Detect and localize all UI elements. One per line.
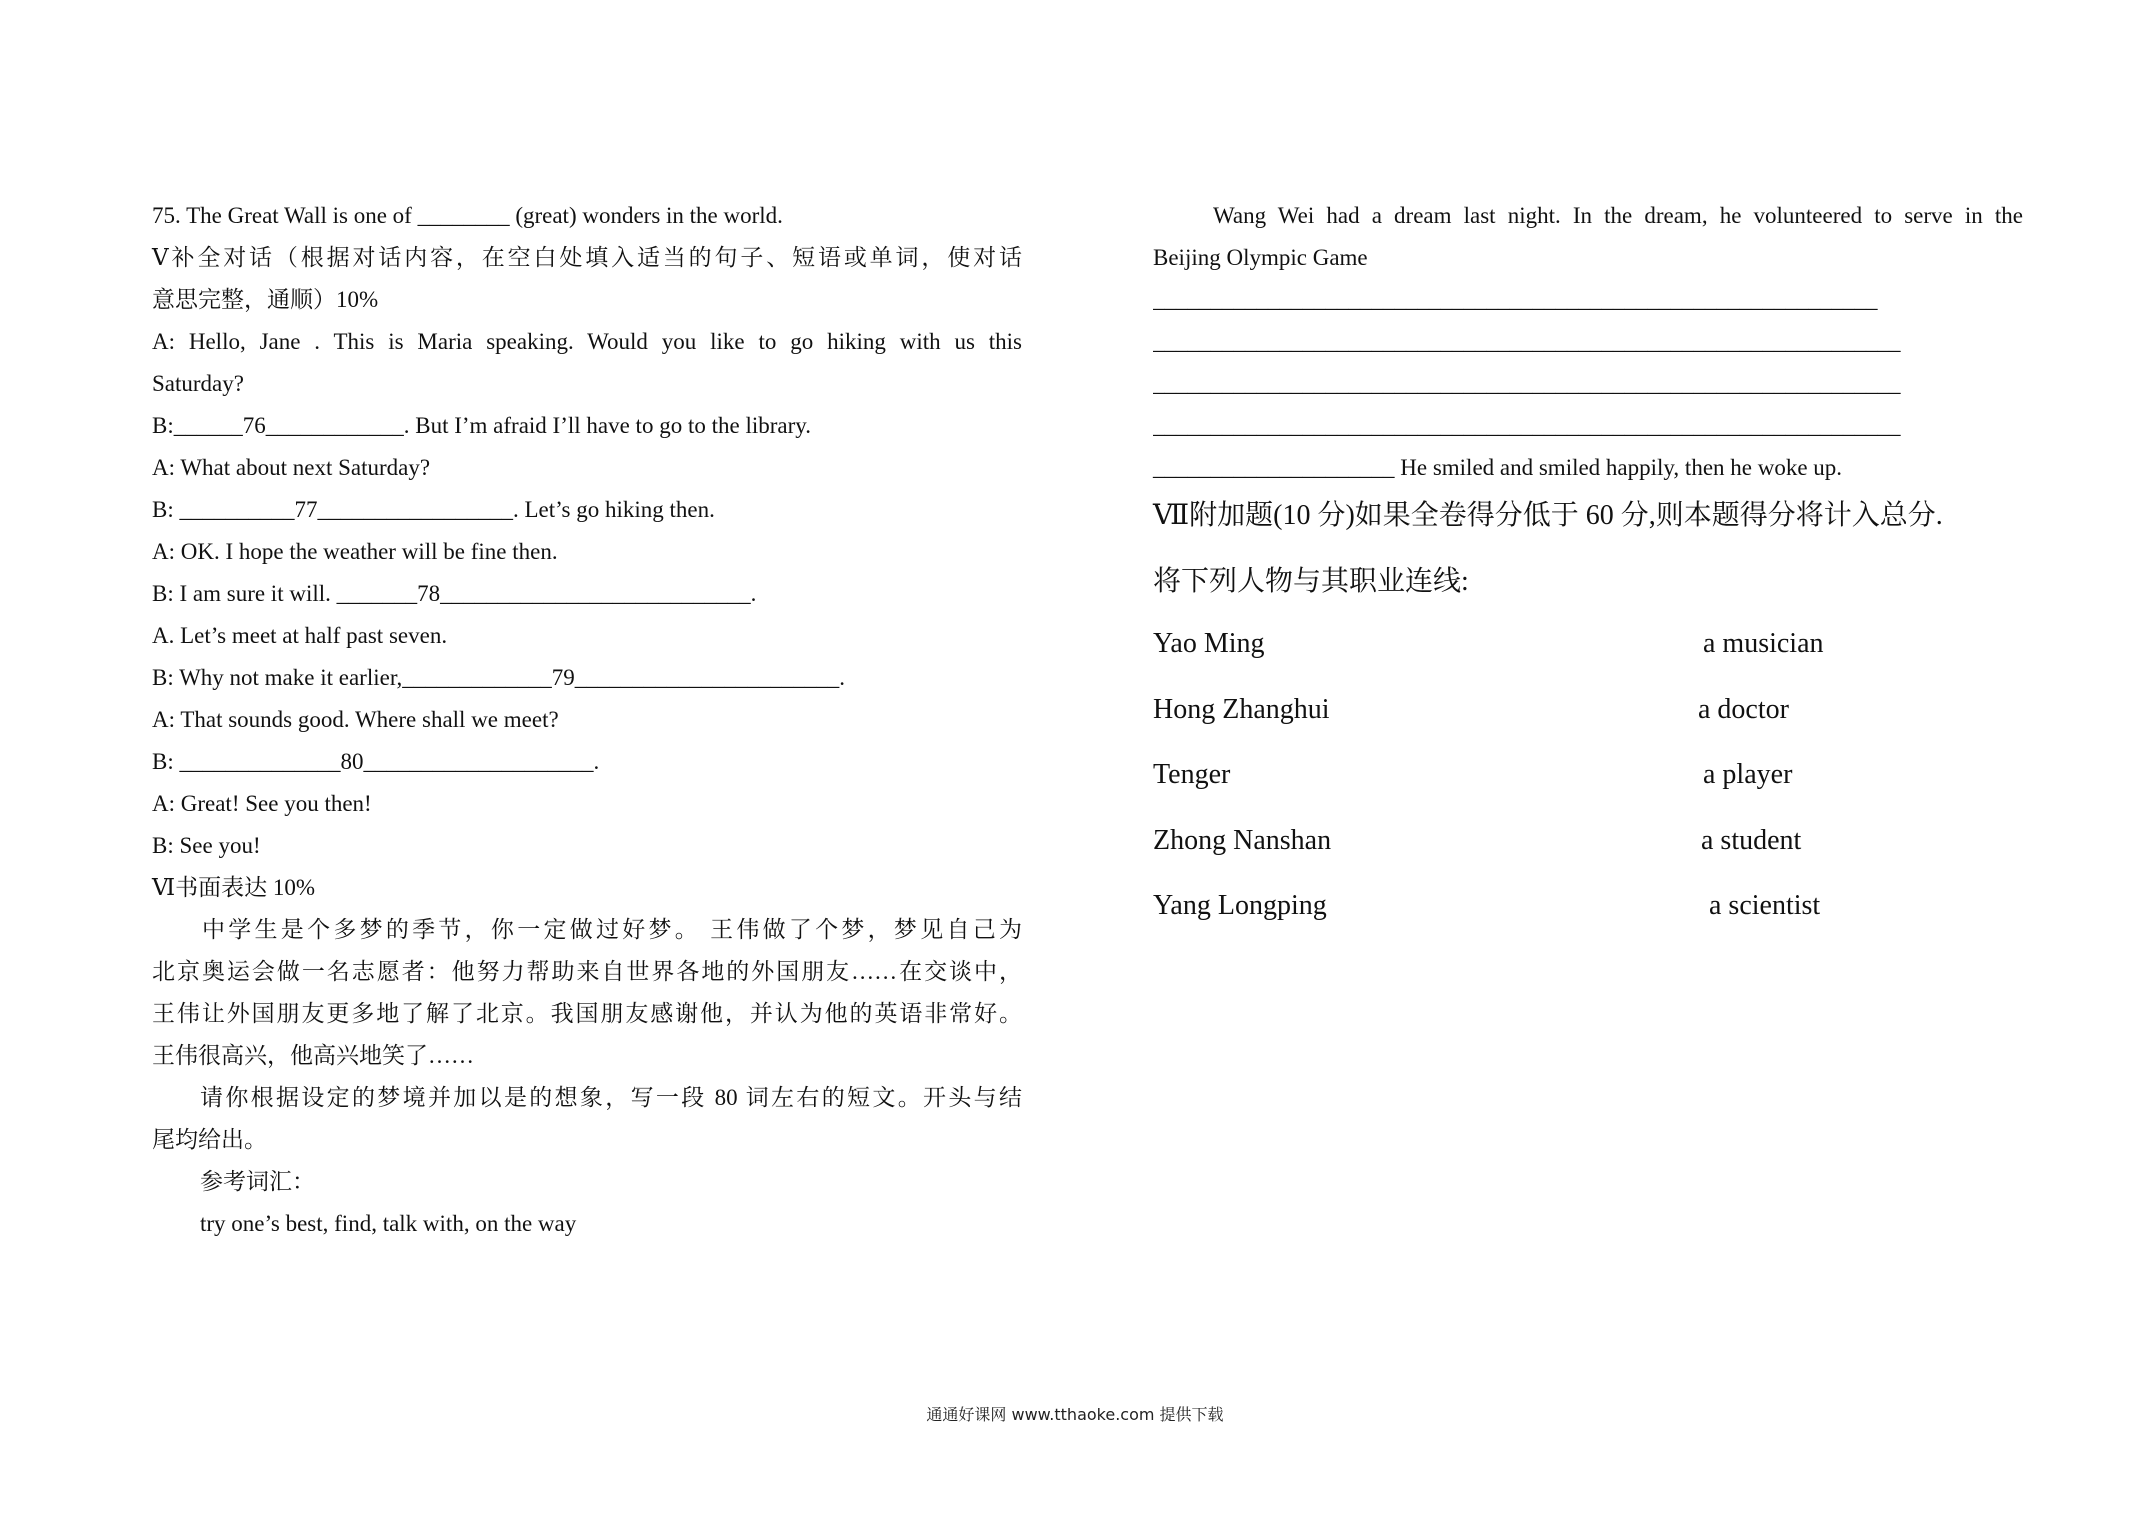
matching-list [1153,622,2023,950]
answer-blank-line: _______________________________________________________________ [1153,287,1878,312]
dialogue-line: A: OK. I hope the weather will be fine then. [152,539,558,564]
matching-row [1153,622,2023,688]
person-name: Hong Zhanghui [1153,693,1330,725]
prompt-line: 中学生是个多梦的季节，你一定做过好梦。 王伟做了个梦，梦见自己为 [202,917,1022,942]
left-column [152,198,1022,1248]
reference-words: try one’s best, find, talk with, on the way [200,1211,577,1236]
dialogue-line: A: What about next Saturday? [152,455,431,480]
page-footer: 通通好课网 www.tthaoke.com 提供下载 [926,1405,1224,1424]
answer-blank-line: _________________________________________________________________ [1153,371,1901,396]
section-6-title: Ⅵ书面表达 10% [152,875,316,900]
essay-start: Wang Wei had a dream last night. In the dream, he volunteered to serve in the [1213,203,2023,228]
dialogue-line: A. Let’s meet at half past seven. [152,623,448,648]
section-7-title: Ⅶ附加题(10 分)如果全卷得分低于 60 分,则本题得分将计入总分. [1153,500,1943,531]
occupation: a student [1701,824,1802,856]
essay-end-blank: _____________________ [1153,455,1395,480]
instruction [152,1080,1022,1164]
occupation: a scientist [1709,890,1821,921]
person-name: Yang Longping [1153,890,1327,921]
section-5-title-cont: 意思完整，通顺）10% [152,287,379,312]
reference-label: 参考词汇： [200,1169,315,1194]
section-5-title: Ⅴ补全对话（根据对话内容，在空白处填入适当的句子、短语或单词，使对话 [152,245,1022,270]
instruction-line: 请你根据设定的梦境并加以是的想象，写一段 80 词左右的短文。开头与结 [200,1085,1022,1110]
essay-end-text: He smiled and smiled happily, then he woke up. [1394,455,1843,480]
answer-blank-lines [1153,282,2023,450]
dialogue-line: A: That sounds good. Where shall we meet? [152,707,559,732]
dialogue-line: A: Hello, Jane . This is Maria speaking. Would you like to go hiking with us this [152,329,1022,354]
person-name: Zhong Nanshan [1153,824,1332,856]
prompt-line: 王伟让外国朋友更多地了解了北京。我国朋友感谢他，并认为他的英语非常好。 [152,1001,1022,1026]
dialogue-line: A: Great! See you then! [152,791,372,816]
right-column [1153,198,2023,950]
dialogue [152,324,1022,870]
dialogue-line: B: Why not make it earlier,_____________79_______________________. [152,665,846,690]
dialogue-line: B: I am sure it will. _______78___________________________. [152,581,757,606]
matching-row [1153,753,2023,819]
dialogue-line: B: __________77_________________. Let’s go hiking then. [152,497,715,522]
dialogue-line: Saturday? [152,371,244,396]
matching-row [1153,688,2023,754]
essay-end [1153,450,2023,492]
answer-blank-line: _________________________________________________________________ [1153,329,1901,354]
question-75: 75. The Great Wall is one of ________ (great) wonders in the world. [152,203,783,228]
occupation: a player [1703,759,1793,790]
section-7-instruction: 将下列人物与其职业连线: [1153,566,1469,597]
essay-start-cont: Beijing Olympic Game [1153,245,1368,270]
dialogue-line: B:______76____________. But I’m afraid I’ll have to go to the library. [152,413,812,438]
prompt-line: 王伟很高兴，他高兴地笑了…… [152,1043,474,1068]
person-name: Tenger [1153,759,1231,790]
person-name: Yao Ming [1153,628,1265,659]
dialogue-line: B: ______________80____________________. [152,749,600,774]
occupation: a doctor [1698,693,1789,725]
dialogue-line: B: See you! [152,833,261,858]
matching-row [1153,884,2023,950]
matching-row [1153,819,2023,885]
instruction-line: 尾均给出。 [152,1127,267,1152]
occupation: a musician [1703,628,1824,659]
prompt-line: 北京奥运会做一名志愿者：他努力帮助来自世界各地的外国朋友……在交谈中， [152,959,1022,984]
answer-blank-line: _________________________________________________________________ [1153,413,1901,438]
writing-prompt [152,912,1022,1080]
